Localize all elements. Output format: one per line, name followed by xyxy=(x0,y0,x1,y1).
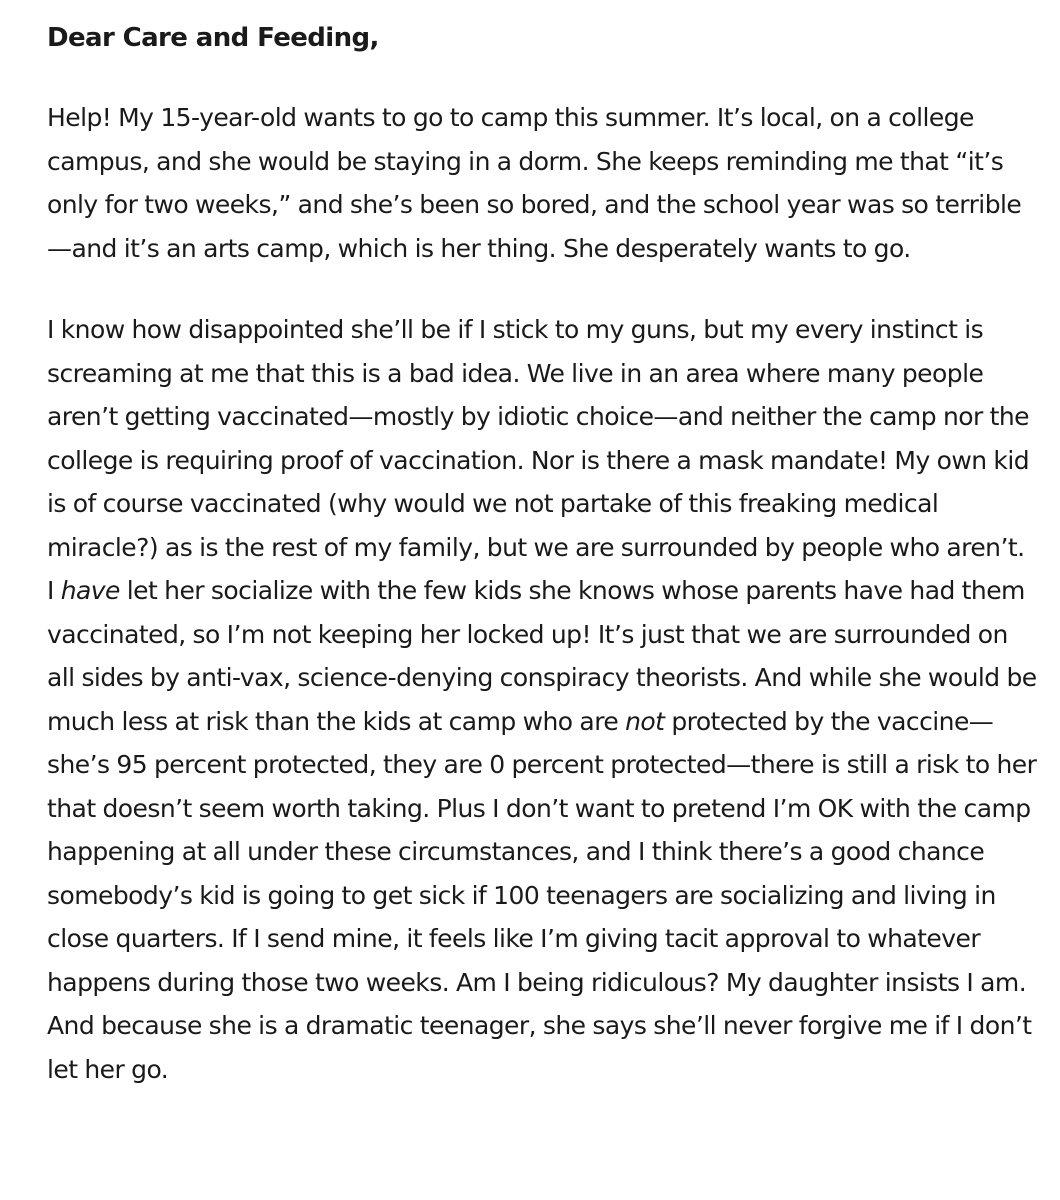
emphasis-have: have xyxy=(60,576,120,605)
letter-body xyxy=(47,18,1037,1091)
letter-salutation: Dear Care and Feeding, xyxy=(47,23,379,53)
letter-paragraph-2 xyxy=(47,308,1037,1091)
paragraph-2-text-part-2: let her socialize with the few kids she knows whose parents have had them vaccinated, so I’m not keeping her locked up! It’s just that we are surrounded on all sides by anti-vax, science-denying conspiracy theorists. And while she would be much less at risk than the kids at camp who are xyxy=(47,576,1037,736)
paragraph-2-text-part-3: protected by the vaccine—she’s 95 percent protected, they are 0 percent protected—there is still a risk to her that doesn’t seem worth taking. Plus I don’t want to pretend I’m OK with the camp happening at all under these circumstances, and I think there’s a good chance somebody’s kid is going to get sick if 100 teenagers are socializing and living in close quarters. If I send mine, it feels like I’m giving tacit approval to whatever happens during those two weeks. Am I being ridiculous? My daughter insists I am. And because she is a dramatic teenager, she says she’ll never forgive me if I don’t let her go. xyxy=(47,706,1037,1084)
paragraph-2-text-part-1: I know how disappointed she’ll be if I stick to my guns, but my every instinct is screaming at me that this is a bad idea. We live in an area where many people aren’t getting vaccinated—mostly by idiotic choice—and neither the camp nor the college is requiring proof of vaccination. Nor is there a mask mandate! My own kid is of course vaccinated (why would we not partake of this freaking medical miracle?) as is the rest of my family, but we are surrounded by people who aren’t. I xyxy=(47,315,1030,605)
emphasis-not: not xyxy=(625,706,665,736)
letter-paragraph-1: Help! My 15-year-old wants to go to camp this summer. It’s local, on a college campus, and she would be staying in a dorm. She keeps reminding me that “it’s only for two weeks,” and she’s been so bored, and the school year was so terrible—and it’s an arts camp, which is her thing. She desperately wants to go. xyxy=(47,103,1022,263)
